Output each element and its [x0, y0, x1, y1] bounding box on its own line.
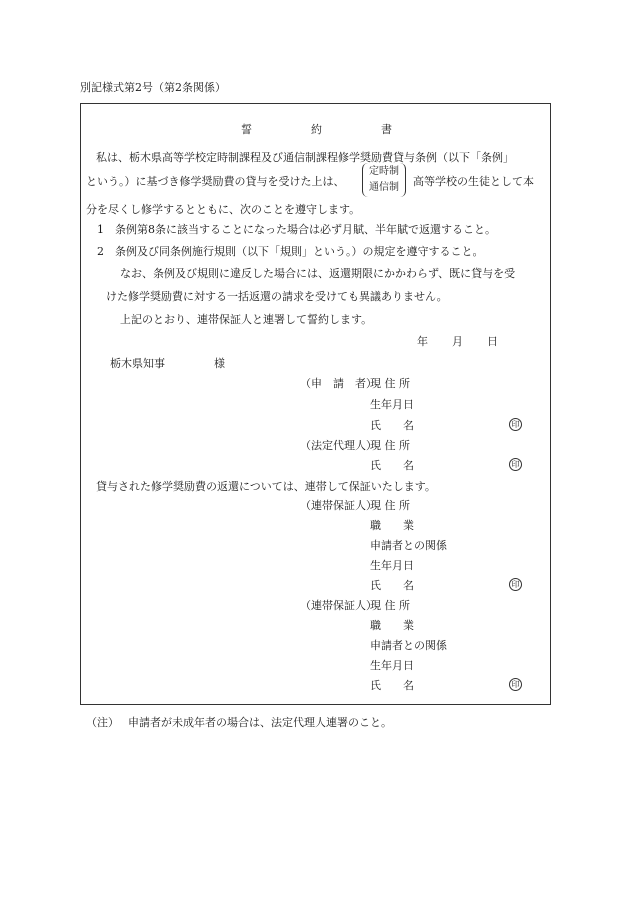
title-char-1: 誓 [241, 123, 252, 136]
addressee-name: 栃木県知事 [110, 357, 165, 370]
guarantor-2-occupation-label: 職 業 [370, 619, 414, 632]
guarantor-2-address-label: 現 住 所 [370, 599, 410, 612]
guarantee-statement: 貸与された修学奨励費の返還については、連帯して保証いたします。 [96, 480, 436, 493]
applicant-role: （申 請 者） [300, 377, 377, 390]
guarantor-1-relation-label: 申請者との関係 [370, 539, 447, 552]
guardian-name-label: 氏 名 [370, 459, 414, 472]
guarantor-1-address-label: 現 住 所 [370, 499, 410, 512]
guarantor-2-name-label: 氏 名 [370, 679, 414, 692]
applicant-birthdate-label: 生年月日 [370, 398, 414, 411]
footnote-label: （注） [86, 716, 119, 729]
form-label: 別記様式第2号（第2条関係） [80, 81, 226, 94]
guarantor-1-name-label: 氏 名 [370, 579, 414, 592]
date-day: 日 [487, 335, 498, 348]
guardian-seal-icon: 印 [509, 458, 522, 471]
item-2-text: 条例及び同条例施行規則（以下「規則」という。）の規定を遵守すること。 [115, 245, 484, 258]
title-char-2: 約 [311, 123, 322, 136]
paragraph-line-3: 分を尽くし修学するとともに、次のことを遵守します。 [86, 203, 361, 216]
course-option-teijisei: 定時制 [369, 166, 399, 177]
course-type-brace [362, 163, 406, 197]
title-char-3: 書 [381, 123, 392, 136]
note-line-2: けた修学奨励費に対する一括返還の請求を受けても異議ありません。 [106, 290, 448, 303]
applicant-seal-icon: 印 [509, 418, 522, 431]
paragraph-line-2-pre: という。）に基づき修学奨励費の貸与を受けた上は、 [86, 175, 345, 188]
oath-line: 上記のとおり、連帯保証人と連署して誓約します。 [120, 313, 373, 326]
applicant-name-label: 氏 名 [370, 419, 414, 432]
form-frame [80, 103, 551, 705]
course-option-tsushinsei: 通信制 [369, 182, 399, 193]
applicant-address-label: 現 住 所 [370, 377, 410, 390]
guarantor-2-seal-icon: 印 [509, 678, 522, 691]
guarantor-1-occupation-label: 職 業 [370, 519, 414, 532]
date-month: 月 [452, 335, 463, 348]
addressee-honorific: 様 [214, 357, 225, 370]
item-1-number: 1 [97, 223, 104, 236]
date-year: 年 [417, 335, 428, 348]
guarantor-2-birthdate-label: 生年月日 [370, 659, 414, 672]
paragraph-line-1: 私は、栃木県高等学校定時制課程及び通信制課程修学奨励費貸与条例（以下「条例」 [96, 151, 514, 164]
guarantor-1-birthdate-label: 生年月日 [370, 559, 414, 572]
guarantor-2-role: （連帯保証人） [300, 599, 377, 612]
item-1-text: 条例第8条に該当することになった場合は必ず月賦、半年賦で返還すること。 [115, 223, 496, 236]
footnote-text: 申請者が未成年者の場合は、法定代理人連署のこと。 [128, 716, 392, 729]
guarantor-1-role: （連帯保証人） [300, 499, 377, 512]
guarantor-2-relation-label: 申請者との関係 [370, 639, 447, 652]
item-2-number: 2 [97, 245, 104, 258]
paragraph-line-2-post: 高等学校の生徒として本 [413, 175, 534, 188]
guardian-role: （法定代理人） [300, 439, 377, 452]
guarantor-1-seal-icon: 印 [509, 578, 522, 591]
guardian-address-label: 現 住 所 [370, 439, 410, 452]
note-line-1: なお、条例及び規則に違反した場合には、返還期限にかかわらず、既に貸与を受 [120, 267, 516, 280]
